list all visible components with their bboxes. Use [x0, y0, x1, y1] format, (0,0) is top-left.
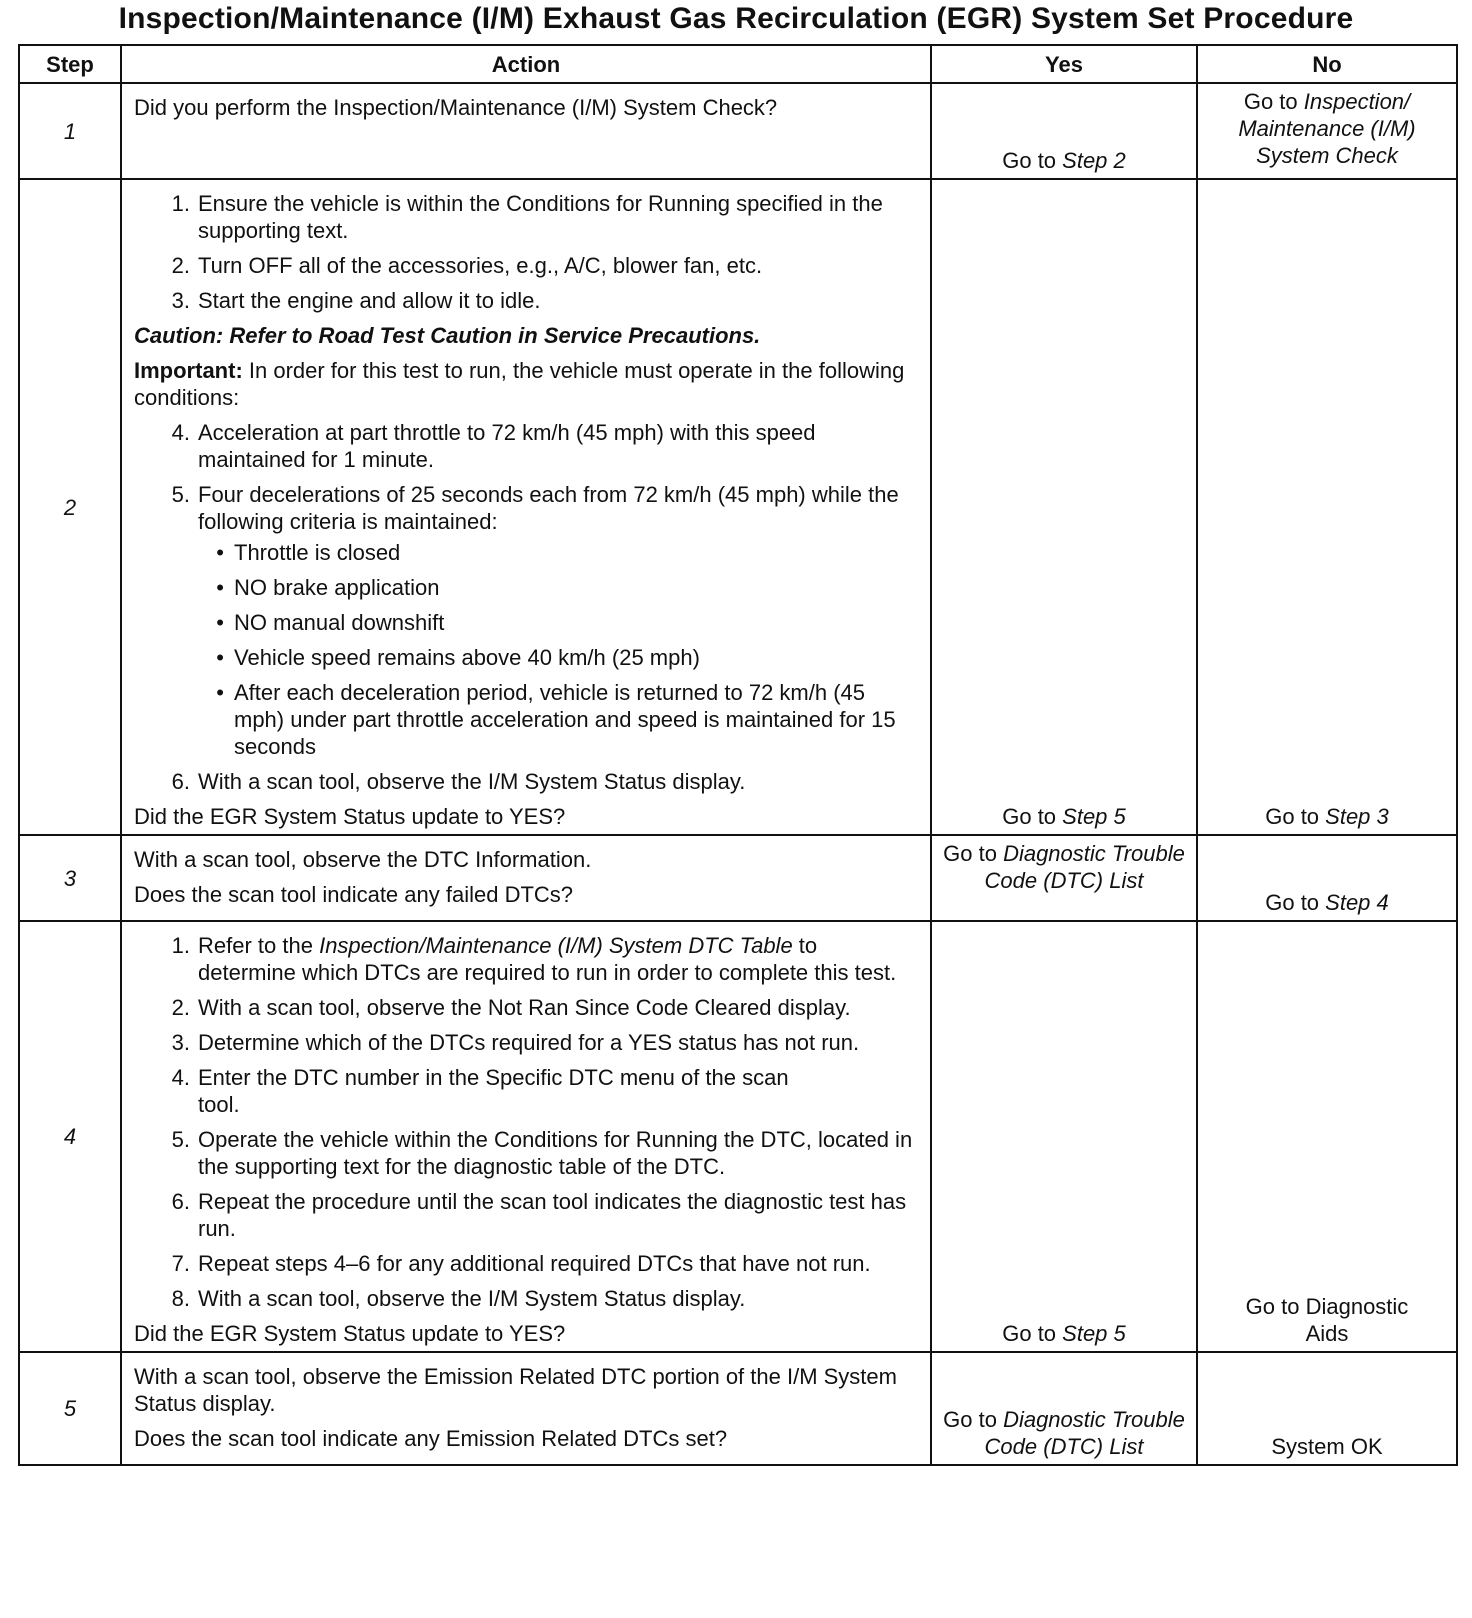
yes-cell	[931, 1352, 1197, 1465]
no-ref-link[interactable]: Step 4	[1325, 890, 1389, 915]
item-text: Repeat the procedure until the scan tool indicates the diagnostic test has run.	[198, 1189, 907, 1241]
action-list	[134, 419, 918, 535]
important-label: Important:	[134, 358, 243, 383]
yes-ref-link[interactable]: Step 2	[1062, 148, 1126, 173]
yes-ref-link[interactable]: Step 5	[1062, 1321, 1126, 1346]
bullet-text: Vehicle speed remains above 40 km/h (25 mph)	[234, 645, 700, 670]
bullet-text: After each deceleration period, vehicle is returned to 72 km/h (45 mph) under part throttle acceleration and speed is maintained for 15 seconds	[234, 680, 896, 759]
bullet-icon: •	[216, 575, 224, 600]
yes-ref-link[interactable]: Step 5	[1062, 804, 1126, 829]
list-item	[134, 287, 918, 314]
yes-prefix: Go to	[1002, 148, 1063, 173]
yes-prefix: Go to	[1002, 804, 1063, 829]
bullet-item	[134, 574, 918, 601]
yes-prefix: Go to	[943, 841, 1004, 866]
list-item	[134, 481, 918, 535]
step-number: 2	[19, 179, 121, 835]
yes-cell	[931, 83, 1197, 179]
item-text: With a scan tool, observe the I/M System Status display.	[198, 1286, 746, 1311]
important-note	[134, 357, 918, 411]
list-item	[134, 1029, 918, 1056]
item-text: Start the engine and allow it to idle.	[198, 288, 541, 313]
yes-ref-link[interactable]: Diagnostic Trouble Code (DTC) List	[984, 841, 1185, 893]
item-text: Determine which of the DTCs required for a YES status has not run.	[198, 1030, 860, 1055]
bullet-text: NO manual downshift	[234, 610, 445, 635]
step-number: 5	[19, 1352, 121, 1465]
item-number: 5.	[171, 482, 190, 507]
criteria-list	[134, 539, 918, 760]
bullet-text: NO brake application	[234, 575, 440, 600]
item-number: 8.	[171, 1286, 190, 1311]
question-text: Does the scan tool indicate any Emission Related DTCs set?	[134, 1426, 728, 1451]
item-text: Operate the vehicle within the Conditions for Running the DTC, located in the supporting text for the diagnostic table of the DTC.	[198, 1127, 913, 1179]
no-ref-link[interactable]: Inspection/ Maintenance (I/M) System Check	[1238, 89, 1416, 168]
action-cell	[121, 83, 931, 179]
list-item	[134, 1064, 918, 1118]
list-item	[134, 1285, 918, 1312]
bullet-icon: •	[216, 645, 224, 670]
list-item	[134, 419, 918, 473]
question-text: Does the scan tool indicate any failed DTCs?	[134, 882, 574, 907]
bullet-icon: •	[216, 540, 224, 565]
item-text: Enter the DTC number in the Specific DTC menu of the scan tool.	[198, 1065, 789, 1117]
yes-cell	[931, 921, 1197, 1352]
action-text: With a scan tool, observe the Emission Related DTC portion of the I/M System Status display.	[134, 1364, 897, 1416]
yes-prefix: Go to	[1002, 1321, 1063, 1346]
item-number: 3.	[171, 1030, 190, 1055]
bullet-icon: •	[216, 680, 224, 705]
list-item	[134, 1126, 918, 1180]
item-number: 5.	[171, 1127, 190, 1152]
no-cell	[1197, 921, 1457, 1352]
action-cell	[121, 179, 931, 835]
item-text: With a scan tool, observe the Not Ran Since Code Cleared display.	[198, 995, 851, 1020]
yes-cell	[931, 179, 1197, 835]
action-text: With a scan tool, observe the DTC Information.	[134, 847, 592, 872]
yes-cell	[931, 835, 1197, 921]
no-cell	[1197, 179, 1457, 835]
item-number: 4.	[171, 1065, 190, 1090]
no-prefix: Go to	[1265, 890, 1326, 915]
table-row	[19, 921, 1457, 1352]
item-text-pre: Refer to the	[198, 933, 320, 958]
item-text: Repeat steps 4–6 for any additional required DTCs that have not run.	[198, 1251, 871, 1276]
header-action: Action	[121, 45, 931, 83]
action-list	[134, 190, 918, 314]
header-row	[19, 45, 1457, 83]
item-text: Turn OFF all of the accessories, e.g., A/C, blower fan, etc.	[198, 253, 763, 278]
item-number: 7.	[171, 1251, 190, 1276]
question-text: Did the EGR System Status update to YES?	[134, 804, 566, 829]
no-cell	[1197, 1352, 1457, 1465]
bullet-item	[134, 679, 918, 760]
table-row	[19, 179, 1457, 835]
action-list	[134, 768, 918, 795]
table-row	[19, 1352, 1457, 1465]
page-title: Inspection/Maintenance (I/M) Exhaust Gas Recirculation (EGR) System Set Procedure	[118, 2, 1354, 35]
item-number: 1.	[171, 191, 190, 216]
no-prefix: Go to	[1265, 804, 1326, 829]
important-text: In order for this test to run, the vehicle must operate in the following conditions:	[134, 358, 905, 410]
bullet-item	[134, 609, 918, 636]
item-number: 1.	[171, 933, 190, 958]
list-item	[134, 1188, 918, 1242]
bullet-item	[134, 644, 918, 671]
procedure-table	[18, 44, 1458, 1466]
no-cell	[1197, 835, 1457, 921]
question-text: Did the EGR System Status update to YES?	[134, 1321, 566, 1346]
table-row	[19, 83, 1457, 179]
item-text: Four decelerations of 25 seconds each from 72 km/h (45 mph) while the following criteria is maintained:	[198, 482, 899, 534]
item-text: Ensure the vehicle is within the Conditions for Running specified in the supporting text.	[198, 191, 883, 243]
list-item	[134, 190, 918, 244]
item-number: 2.	[171, 995, 190, 1020]
item-text	[198, 932, 918, 986]
item-number: 4.	[171, 420, 190, 445]
table-row	[19, 835, 1457, 921]
item-number: 3.	[171, 288, 190, 313]
header-step: Step	[19, 45, 121, 83]
dtc-table-link[interactable]: Inspection/Maintenance (I/M) System DTC Table	[319, 933, 793, 958]
no-result-text: System OK	[1271, 1434, 1383, 1459]
item-text-post: to determine which DTCs are required to run in order to complete this test.	[198, 933, 897, 985]
header-no: No	[1197, 45, 1457, 83]
no-prefix: Go to	[1243, 89, 1304, 114]
action-cell	[121, 835, 931, 921]
yes-ref-link[interactable]: Diagnostic Trouble Code (DTC) List	[984, 1407, 1185, 1459]
bullet-icon: •	[216, 610, 224, 635]
bullet-text: Throttle is closed	[234, 540, 401, 565]
caution-note: Caution: Refer to Road Test Caution in Service Precautions.	[134, 323, 761, 348]
yes-prefix: Go to	[943, 1407, 1004, 1432]
item-text: With a scan tool, observe the I/M System Status display.	[198, 769, 746, 794]
header-yes: Yes	[931, 45, 1197, 83]
list-item	[134, 252, 918, 279]
action-cell	[121, 1352, 931, 1465]
question-text: Did you perform the Inspection/Maintenance (I/M) System Check?	[134, 95, 778, 120]
step-number: 4	[19, 921, 121, 1352]
item-number: 6.	[171, 1189, 190, 1214]
item-text: Acceleration at part throttle to 72 km/h (45 mph) with this speed maintained for 1 minute.	[198, 420, 816, 472]
bullet-item	[134, 539, 918, 566]
action-list	[134, 932, 918, 1312]
list-item	[134, 932, 918, 986]
list-item	[134, 1250, 918, 1277]
item-number: 2.	[171, 253, 190, 278]
list-item	[134, 768, 918, 795]
no-cell	[1197, 83, 1457, 179]
item-number: 6.	[171, 769, 190, 794]
step-number: 1	[19, 83, 121, 179]
action-cell	[121, 921, 931, 1352]
no-ref-link[interactable]: Step 3	[1325, 804, 1389, 829]
list-item	[134, 994, 918, 1021]
no-ref-link[interactable]: Go to Diagnostic Aids	[1245, 1294, 1409, 1346]
step-number: 3	[19, 835, 121, 921]
